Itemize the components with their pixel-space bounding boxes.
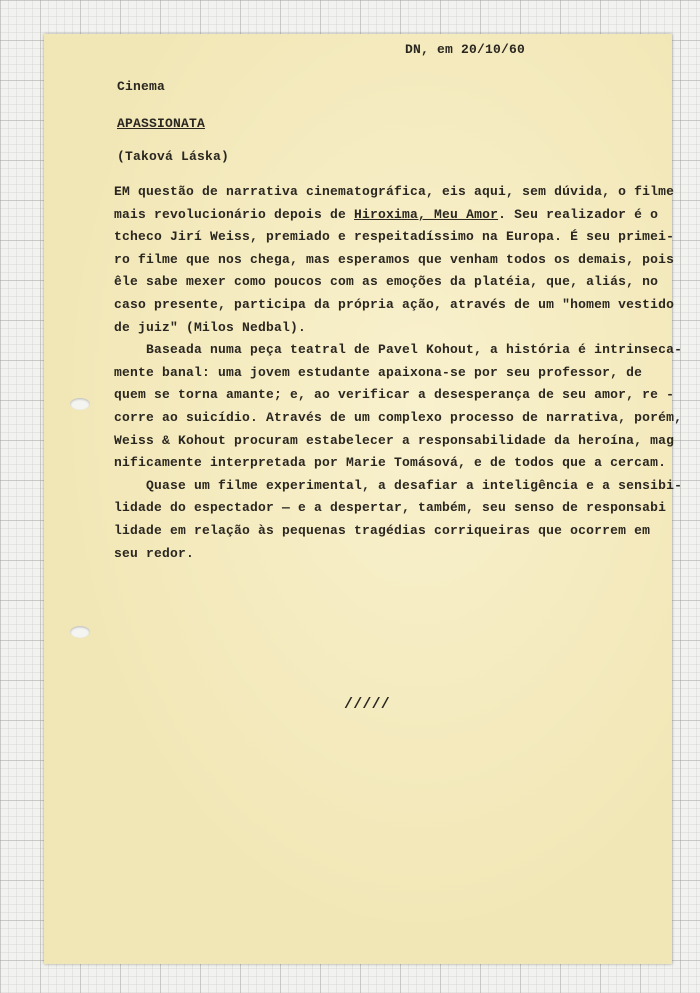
end-mark: ///// — [344, 696, 391, 713]
text-line — [114, 274, 658, 289]
text-segment: seu redor. — [114, 545, 195, 561]
text-line — [114, 523, 650, 538]
text-segment: caso presente, participa da própria ação, através de um "homem vestido — [114, 297, 675, 312]
text-segment: quem se torna amante; e, ao verificar a desesperança de seu amor, re - — [114, 387, 675, 403]
text-segment: ro filme que nos chega, mas esperamos que venham todos os demais, pois — [114, 251, 675, 267]
document-title: APASSIONATA — [117, 116, 206, 131]
text-line — [114, 207, 658, 222]
text-segment: Baseada numa peça teatral de Pavel Kohout, a história é intrinseca- — [114, 342, 683, 358]
text-segment: Quase um filme experimental, a desafiar a inteligência e a sensibi- — [114, 477, 683, 493]
text-segment: Weiss & Kohout procuram estabelecer a responsabilidade da heroína, mag — [114, 432, 675, 448]
text-segment: EM questão de narrativa cinematográfica, eis aqui, sem dúvida, o filme — [114, 184, 675, 199]
date-line: DN, em 20/10/60 — [405, 42, 526, 57]
text-segment: . Seu realizador é o — [498, 206, 659, 222]
text-line — [114, 455, 666, 470]
text-line — [114, 229, 674, 244]
text-line — [114, 433, 674, 448]
text-segment: de juiz" (Milos Nedbal). — [114, 319, 307, 335]
text-segment: lidade do espectador — e a despertar, também, seu senso de responsabi — [114, 500, 667, 516]
section-label: Cinema — [117, 79, 166, 94]
text-line — [114, 252, 674, 267]
text-segment: tcheco Jirí Weiss, premiado e respeitadíssimo na Europa. É seu primei- — [114, 229, 675, 245]
text-line — [114, 320, 306, 335]
original-title: (Taková Láska) — [117, 149, 230, 164]
text-line — [114, 387, 674, 402]
punch-hole — [70, 398, 90, 410]
text-line — [114, 478, 682, 493]
text-line — [114, 342, 682, 357]
text-line — [114, 365, 642, 380]
text-line — [114, 410, 682, 425]
punch-hole — [70, 626, 90, 638]
text-segment: nificamente interpretada por Marie Tomásová, e de todos que a cercam. — [114, 455, 667, 471]
text-line — [114, 500, 666, 515]
film-reference: Hiroxima, Meu Amor — [354, 206, 499, 222]
text-segment: êle sabe mexer como poucos com as emoções da platéia, que, aliás, no — [114, 274, 659, 290]
text-line — [114, 297, 674, 312]
text-line — [114, 184, 674, 199]
text-segment: mais revolucionário depois de — [114, 206, 355, 222]
text-segment: corre ao suicídio. Através de um complexo processo de narrativa, porém, — [114, 410, 683, 425]
text-line — [114, 546, 194, 561]
document-page — [44, 34, 683, 964]
text-segment: mente banal: uma jovem estudante apaixona-se por seu professor, de — [114, 364, 643, 380]
text-segment: lidade em relação às pequenas tragédias corriqueiras que ocorrem em — [114, 523, 651, 538]
